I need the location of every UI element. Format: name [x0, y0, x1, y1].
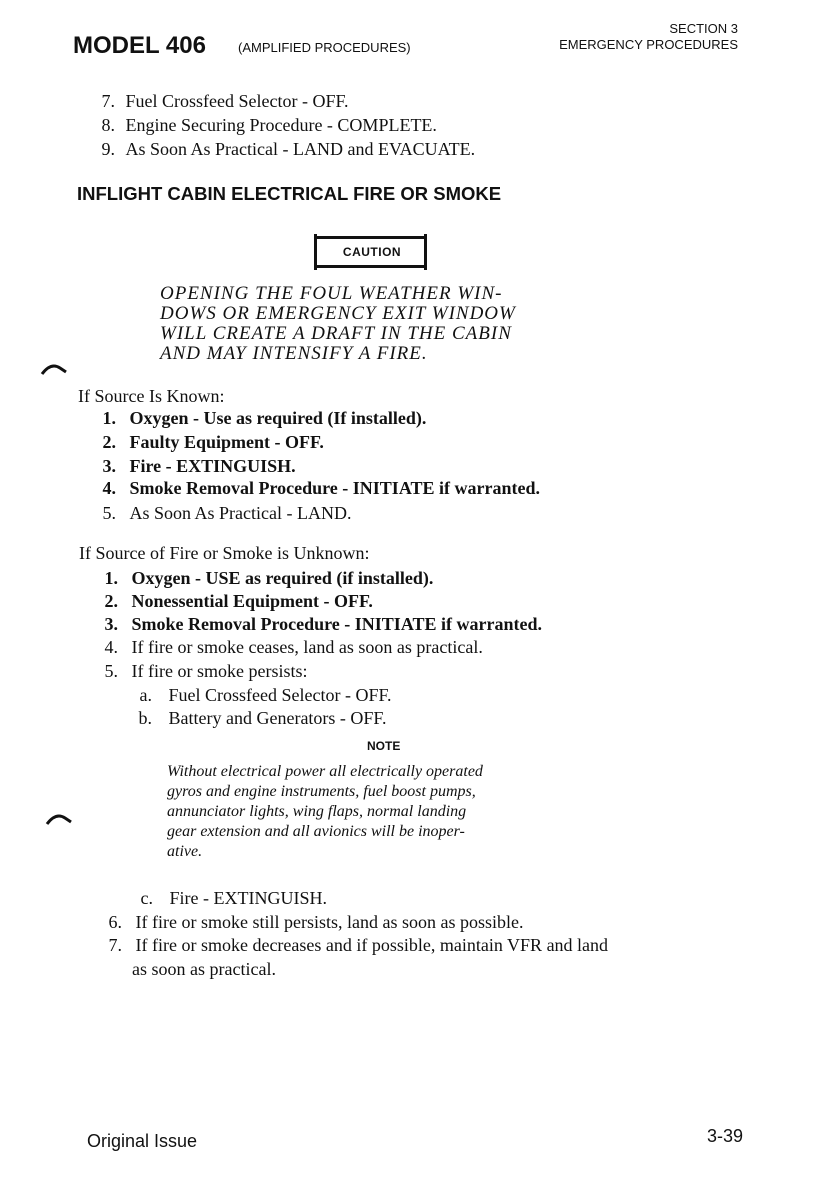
step-number: 1.: [102, 408, 116, 428]
step-text: Faulty Equipment - OFF.: [129, 432, 324, 452]
substep-letter: a.: [139, 685, 152, 705]
step-number: 8.: [101, 115, 115, 135]
note-text: [167, 762, 483, 862]
known-step-2: [94, 430, 324, 454]
caution-line: OPENING THE FOUL WEATHER WIN-: [160, 283, 503, 304]
known-step-1: [94, 406, 426, 430]
step-number: 7.: [108, 935, 122, 955]
caution-line: AND MAY INTENSIFY A FIRE.: [160, 343, 428, 364]
substep-b: [130, 706, 387, 730]
caution-line: WILL CREATE A DRAFT IN THE CABIN: [160, 323, 512, 344]
substep-text: Battery and Generators - OFF.: [168, 708, 387, 728]
step-number: 9.: [101, 139, 115, 159]
step-number: 5.: [104, 661, 118, 681]
step-text: If fire or smoke still persists, land as soon as possible.: [135, 912, 524, 932]
step-text: Fuel Crossfeed Selector - OFF.: [125, 91, 349, 111]
step-text: Nonessential Equipment - OFF.: [131, 591, 373, 611]
note-label: NOTE: [367, 739, 401, 753]
unknown-step-1: [96, 566, 433, 590]
step-text: Oxygen - Use as required (If installed).: [129, 408, 427, 428]
caution-line: DOWS OR EMERGENCY EXIT WINDOW: [160, 303, 516, 324]
step-text: If fire or smoke decreases and if possible, maintain VFR and land: [135, 935, 609, 955]
step-text: Oxygen - USE as required (if installed).: [131, 568, 434, 588]
step-number: 2.: [104, 591, 118, 611]
step-8-line: [93, 113, 437, 137]
substep-a: [130, 683, 392, 707]
model-title: MODEL 406: [73, 32, 206, 59]
footer-issue: Original Issue: [87, 1131, 198, 1151]
step-text: If fire or smoke persists:: [131, 661, 308, 681]
unknown-step-5: [96, 659, 307, 683]
unknown-step-6: [100, 910, 523, 934]
step-text: Engine Securing Procedure - COMPLETE.: [125, 115, 437, 135]
step-number: 5.: [102, 503, 116, 523]
unknown-step-3: [96, 612, 542, 636]
known-step-5: [94, 501, 351, 525]
step-number: 7.: [101, 91, 115, 111]
step-text: Smoke Removal Procedure - INITIATE if warranted.: [129, 478, 540, 498]
substep-c: [131, 886, 327, 910]
unknown-step-7: [100, 933, 608, 957]
section-header: [559, 21, 738, 53]
note-line: annunciator lights, wing flaps, normal landing: [167, 803, 467, 820]
revision-mark-icon: [40, 360, 70, 380]
page-number: 3-39: [707, 1126, 744, 1146]
step-text: As Soon As Practical - LAND.: [129, 503, 352, 523]
step-text: If fire or smoke ceases, land as soon as practical.: [131, 637, 483, 657]
caution-label: CAUTION: [342, 245, 402, 259]
substep-text: Fire - EXTINGUISH.: [169, 888, 327, 908]
step-7-continuation: as soon as practical.: [132, 959, 276, 979]
known-step-3: [94, 454, 296, 478]
unknown-step-2: [96, 589, 373, 613]
step-number: 1.: [104, 568, 118, 588]
substep-text: Fuel Crossfeed Selector - OFF.: [168, 685, 392, 705]
step-number: 4.: [104, 637, 118, 657]
step-number: 6.: [108, 912, 122, 932]
unknown-intro: If Source of Fire or Smoke is Unknown:: [79, 543, 370, 563]
substep-letter: c.: [140, 888, 153, 908]
section-title: EMERGENCY PROCEDURES: [559, 37, 738, 52]
step-text: As Soon As Practical - LAND and EVACUATE.: [125, 139, 476, 159]
section-number: SECTION 3: [669, 21, 738, 36]
procedure-heading: INFLIGHT CABIN ELECTRICAL FIRE OR SMOKE: [77, 183, 502, 204]
known-intro: If Source Is Known:: [78, 386, 225, 406]
substep-letter: b.: [138, 708, 152, 728]
step-7-line: [93, 89, 349, 113]
step-text: Smoke Removal Procedure - INITIATE if warranted.: [131, 614, 542, 634]
step-number: 2.: [102, 432, 116, 452]
note-line: ative.: [167, 843, 203, 860]
note-line: gear extension and all avionics will be inoper-: [167, 823, 465, 840]
note-line: gyros and engine instruments, fuel boost pumps,: [167, 783, 476, 800]
step-number: 3.: [104, 614, 118, 634]
model-subtitle: (AMPLIFIED PROCEDURES): [238, 40, 411, 55]
known-step-4: [94, 476, 540, 500]
revision-mark-icon: [45, 810, 75, 830]
note-line: Without electrical power all electrically operated: [167, 763, 483, 780]
step-text: Fire - EXTINGUISH.: [129, 456, 296, 476]
unknown-step-4: [96, 635, 483, 659]
caution-text: [160, 284, 516, 364]
caution-banner: [317, 236, 427, 268]
step-number: 3.: [102, 456, 116, 476]
step-number: 4.: [102, 478, 116, 498]
step-9-line: [93, 137, 475, 161]
